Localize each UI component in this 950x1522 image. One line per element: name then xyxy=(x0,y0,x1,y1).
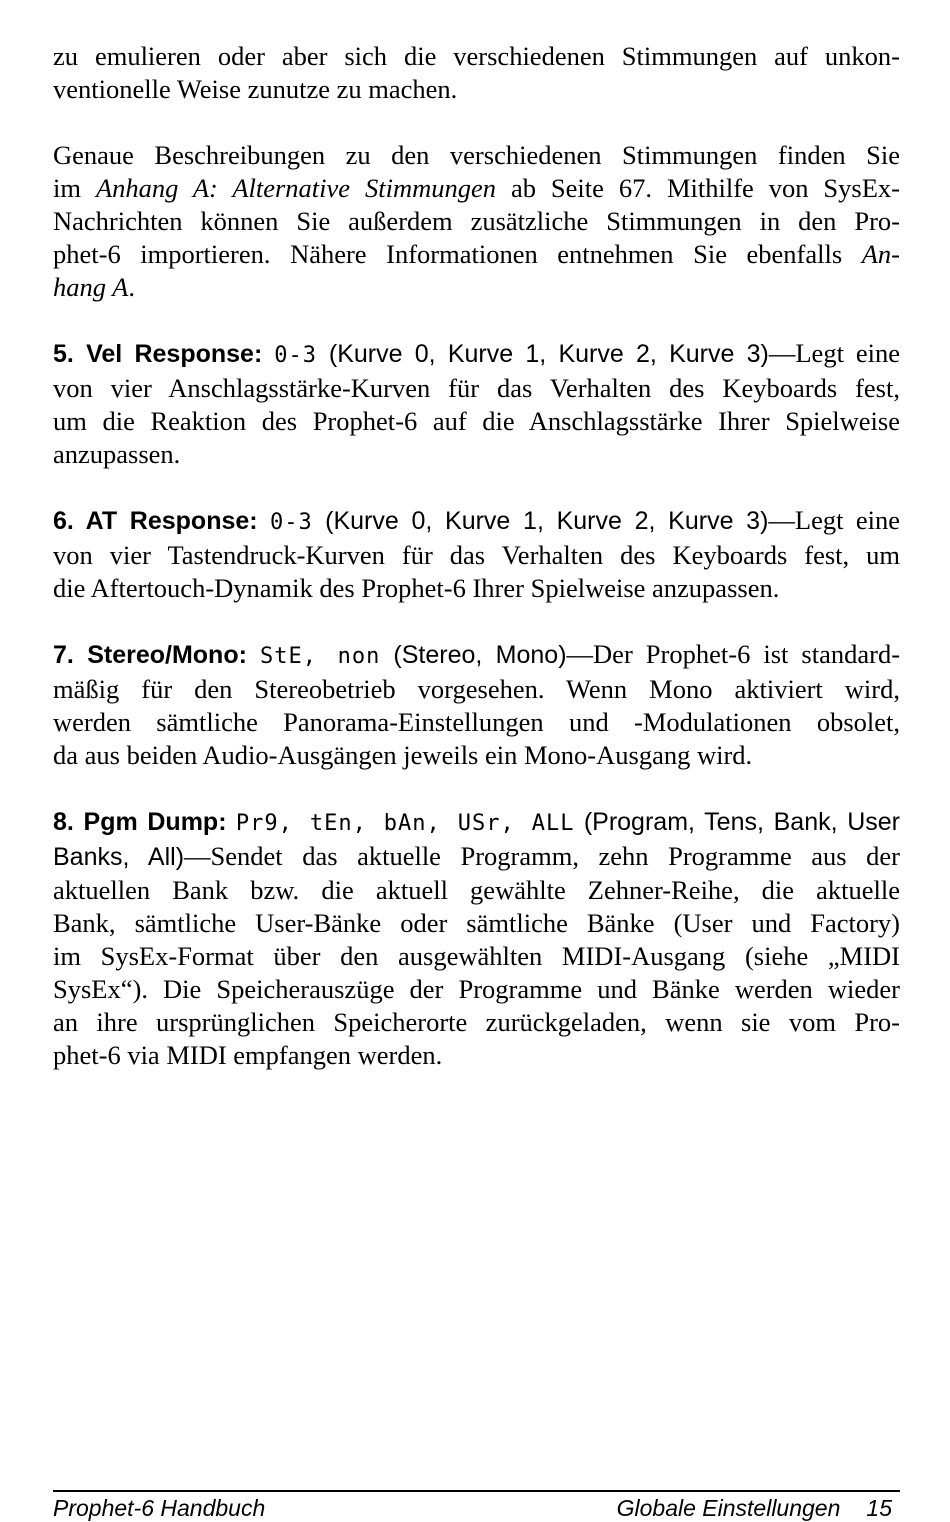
item-heading: 6. AT Response: xyxy=(53,507,258,535)
tuning-paragraph xyxy=(53,139,900,304)
footer-divider xyxy=(53,1490,900,1492)
text-line: anzupassen. xyxy=(53,439,181,469)
item-heading: 7. Stereo/Mono: xyxy=(53,641,247,669)
text-line: Genaue Beschreibungen zu den verschiedenen Stimmungen finden Sie xyxy=(53,140,900,170)
text-line: von vier Anschlagsstärke-Kurven für das Verhalten des Keyboards fest, xyxy=(53,373,900,403)
text-line: an ihre ursprünglichen Speicherorte zurückgeladen, wenn sie vom Pro- xyxy=(53,1007,900,1037)
text-line: SysEx“). Die Speicherauszüge der Programme und Bänke werden wieder xyxy=(53,974,900,1004)
item-stereo-mono xyxy=(53,638,900,772)
document-body xyxy=(53,40,900,1105)
footer-section-title: Globale Einstellungen xyxy=(616,1495,841,1521)
item-at-response xyxy=(53,504,900,605)
text-line: um die Reaktion des Prophet-6 auf die Anschlagsstärke Ihrer Spielweise xyxy=(53,406,900,436)
appendix-reference: Anhang A: Alternative Stimmungen xyxy=(95,173,497,203)
text-line xyxy=(53,638,900,673)
text-line xyxy=(53,504,900,539)
footer-section xyxy=(617,1494,892,1522)
text-line: werden sämtliche Panorama-Einstellungen und -Modulationen obsolet, xyxy=(53,707,900,737)
item-options: Banks, All) xyxy=(53,843,185,871)
lcd-value: Pr9, tEn, bAn, USr, ALL xyxy=(235,811,575,836)
text-span: —Legt eine xyxy=(768,338,900,368)
text-line: im SysEx-Format über den ausgewählten MIDI-Ausgang (siehe „MIDI xyxy=(53,941,900,971)
text-line: mäßig für den Stereobetrieb vorgesehen. Wenn Mono aktiviert wird, xyxy=(53,674,900,704)
text-line xyxy=(53,238,900,271)
text-line xyxy=(53,840,900,874)
text-span: im xyxy=(53,173,96,203)
text-line: die Aftertouch-Dynamik des Prophet-6 Ihrer Spielweise anzupassen. xyxy=(53,573,780,603)
text-line: Bank, sämtliche User-Bänke oder sämtliche Bänke (User und Factory) xyxy=(53,908,900,938)
item-vel-response xyxy=(53,337,900,471)
text-line: von vier Tastendruck-Kurven für das Verhalten des Keyboards fest, um xyxy=(53,540,900,570)
text-line xyxy=(53,172,900,205)
item-pgm-dump xyxy=(53,805,900,1072)
lcd-value: 0-3 xyxy=(270,510,313,535)
text-span: —Der Prophet-6 ist standard- xyxy=(566,639,901,669)
text-span: —Sendet das aktuelle Programm, zehn Programme aus der xyxy=(184,841,900,871)
text-line: da aus beiden Audio-Ausgängen jeweils ein Mono-Ausgang wird. xyxy=(53,740,753,770)
intro-paragraph xyxy=(53,40,900,106)
text-line: aktuellen Bank bzw. die aktuell gewählte Zehner-Reihe, die aktuelle xyxy=(53,875,900,905)
item-heading: 5. Vel Response: xyxy=(53,340,263,368)
text-span: . xyxy=(128,272,135,302)
text-line: ventionelle Weise zunutze zu machen. xyxy=(53,74,458,104)
footer-manual-title: Prophet-6 Handbuch xyxy=(53,1495,266,1521)
page-number: 15 xyxy=(866,1495,892,1521)
text-line: zu emulieren oder aber sich die verschiedenen Stimmungen auf unkon- xyxy=(53,41,900,71)
text-line xyxy=(53,337,900,372)
appendix-reference: hang A xyxy=(53,272,129,302)
item-options: (Program, Tens, Bank, User xyxy=(583,808,901,836)
item-options: (Stereo, Mono) xyxy=(393,641,567,669)
text-span: ab Seite 67. Mithilfe von SysEx- xyxy=(496,173,900,203)
text-line: Nachrichten können Sie außerdem zusätzliche Stimmungen in den Pro- xyxy=(53,206,900,236)
text-span: phet-6 importieren. Nähere Informationen entnehmen Sie ebenfalls xyxy=(53,239,862,269)
item-options: (Kurve 0, Kurve 1, Kurve 2, Kurve 3) xyxy=(325,507,769,535)
text-line xyxy=(53,271,900,304)
item-heading: 8. Pgm Dump: xyxy=(53,808,227,836)
text-span: —Legt eine xyxy=(768,505,901,535)
text-line: phet-6 via MIDI empfangen werden. xyxy=(53,1040,443,1070)
lcd-value: StE, non xyxy=(259,644,381,669)
text-line xyxy=(53,805,900,840)
lcd-value: 0-3 xyxy=(274,343,317,368)
appendix-reference: An- xyxy=(861,239,900,269)
item-options: (Kurve 0, Kurve 1, Kurve 2, Kurve 3) xyxy=(328,340,769,368)
